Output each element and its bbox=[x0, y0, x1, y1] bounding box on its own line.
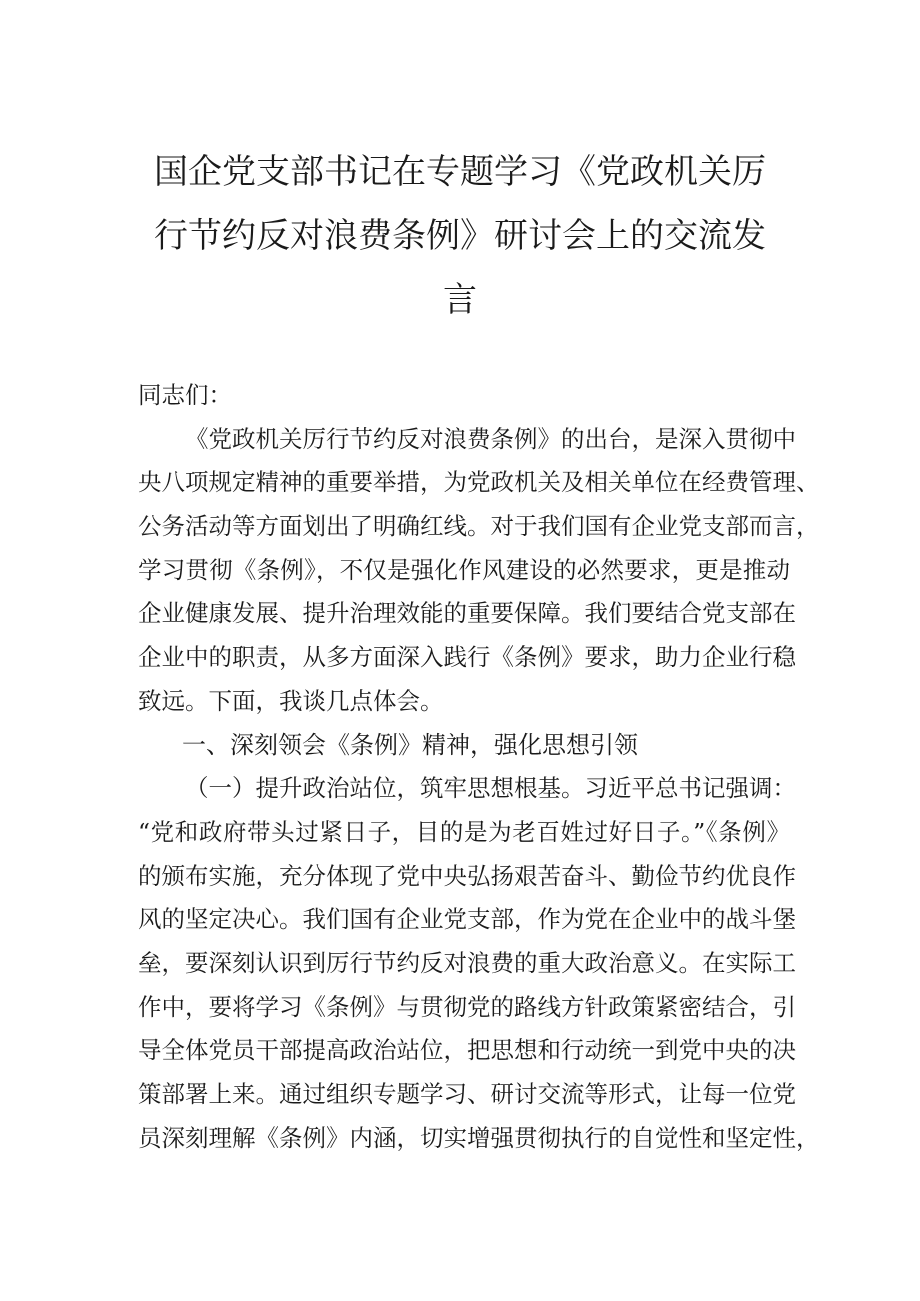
paragraph-line: 垒，要深刻认识到厉行节约反对浪费的重大政治意义。在实际工 bbox=[138, 948, 796, 977]
paragraph-line: 央八项规定精神的重要举措，为党政机关及相关单位在经费管理、 bbox=[138, 468, 820, 497]
title-line: 国企党支部书记在专题学习《党政机关厉 bbox=[154, 152, 766, 192]
salutation: 同志们： bbox=[138, 381, 232, 409]
title-line: 言 bbox=[443, 280, 477, 320]
document-title bbox=[150, 140, 770, 332]
paragraph-line: 策部署上来。通过组织专题学习、研讨交流等形式，让每一位党 bbox=[138, 1080, 796, 1108]
paragraph-line: 企业健康发展、提升治理效能的重要保障。我们要结合党支部在 bbox=[138, 599, 796, 628]
paragraph-line: “党和政府带头过紧日子，目的是为老百姓过好日子。”《条例》 bbox=[138, 817, 790, 846]
section-heading: 一、深刻领会《条例》精神，强化思想引领 bbox=[182, 730, 638, 759]
paragraph-line: 学习贯彻《条例》，不仅是强化作风建设的必然要求，更是推动 bbox=[138, 555, 790, 584]
paragraph-line: 的颁布实施，充分体现了党中央弘扬艰苦奋斗、勤俭节约优良作 bbox=[138, 861, 796, 890]
paragraph-line: 致远。下面，我谈几点体会。 bbox=[138, 686, 444, 715]
paragraph-line: 公务活动等方面划出了明确红线。对于我们国有企业党支部而言， bbox=[138, 512, 820, 541]
paragraph-2 bbox=[138, 767, 820, 1160]
paragraph-line: 作中，要将学习《条例》与贯彻党的路线方针政策紧密结合，引 bbox=[138, 992, 796, 1021]
paragraph-line: 员深刻理解《条例》内涵，切实增强贯彻执行的自觉性和坚定性， bbox=[138, 1123, 820, 1152]
paragraph-line: 导全体党员干部提高政治站位，把思想和行动统一到党中央的决 bbox=[138, 1036, 796, 1065]
paragraph-line: 企业中的职责，从多方面深入践行《条例》要求，助力企业行稳 bbox=[138, 643, 796, 672]
document-body bbox=[138, 374, 820, 1160]
paragraph-line: （一）提升政治站位，筑牢思想根基。习近平总书记强调： bbox=[185, 774, 796, 803]
paragraph-line: 《党政机关厉行节约反对浪费条例》的出台，是深入贯彻中 bbox=[185, 424, 796, 453]
paragraph-line: 风的坚定决心。我们国有企业党支部，作为党在企业中的战斗堡 bbox=[138, 905, 796, 934]
title-line: 行节约反对浪费条例》研讨会上的交流发 bbox=[154, 216, 766, 256]
paragraph-1 bbox=[138, 418, 820, 724]
